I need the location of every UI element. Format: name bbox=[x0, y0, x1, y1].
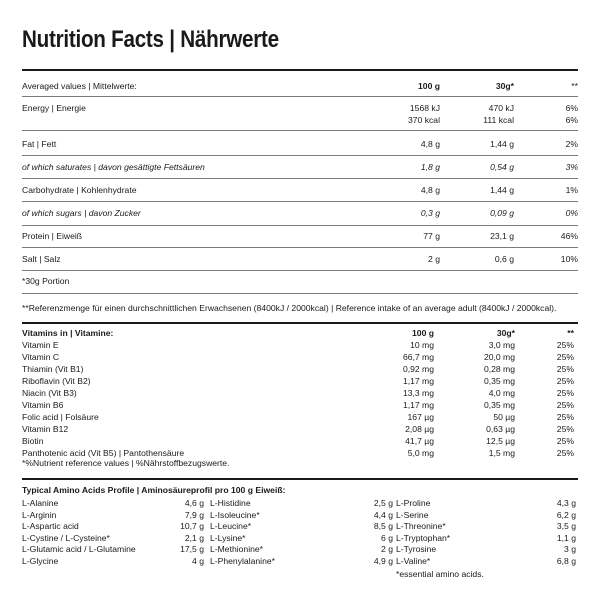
amino-acid-qty: 2 g bbox=[381, 544, 393, 554]
amino-acid-name: L-Glycine bbox=[22, 555, 59, 566]
nutrient-per100: 4,8 g bbox=[420, 185, 440, 195]
vitamins-note-text: *%Nutrient reference values | %Nährstoffbezugswerte. bbox=[22, 458, 230, 468]
amino-acid-name: L-Phenylalanine* bbox=[210, 555, 275, 566]
vitamin-label: Thiamin (Vit B1) bbox=[22, 364, 84, 374]
divider bbox=[22, 270, 578, 271]
vitamin-label: Biotin bbox=[22, 436, 44, 446]
amino-acid-row bbox=[210, 533, 393, 545]
page-title: Nutrition Facts | Nährwerte bbox=[22, 26, 279, 53]
amino-acid-row bbox=[210, 544, 393, 556]
vitamin-row bbox=[22, 400, 574, 412]
amino-acid-qty: 6,8 g bbox=[556, 555, 576, 566]
vitamins-note bbox=[22, 458, 574, 470]
vitamin-portion: 0,28 mg bbox=[483, 364, 515, 374]
vitamin-per100: 13,3 mg bbox=[402, 388, 434, 398]
vitamin-label: Folic acid | Folsäure bbox=[22, 412, 99, 422]
vitamin-per100: 1,17 mg bbox=[402, 400, 434, 410]
vitamin-row bbox=[22, 340, 574, 352]
amino-acid-qty: 8,5 g bbox=[373, 521, 393, 531]
nutrient-per100: 0,3 g bbox=[420, 208, 440, 218]
nutrition-header-label: Averaged values | Mittelwerte: bbox=[22, 81, 137, 91]
amino-acid-qty: 3,5 g bbox=[556, 521, 576, 531]
vitamin-label: Vitamin C bbox=[22, 352, 60, 362]
vitamin-ri: 25% bbox=[556, 388, 574, 398]
nutrient-ri: 0% bbox=[565, 208, 578, 218]
vitamin-label: Vitamin B6 bbox=[22, 400, 64, 410]
nutrient-portion: 0,09 g bbox=[490, 208, 514, 218]
vitamin-label: Panthotenic acid (Vit B5) | Pantothensäure bbox=[22, 448, 185, 458]
amino-acid-name: L-Methionine* bbox=[210, 544, 264, 554]
divider bbox=[22, 155, 578, 156]
vitamin-ri: 25% bbox=[556, 412, 574, 422]
vitamin-portion: 20,0 mg bbox=[483, 352, 515, 362]
nutrient-label: Fat | Fett bbox=[22, 139, 57, 149]
vitamin-row bbox=[22, 376, 574, 388]
vitamin-ri: 25% bbox=[556, 400, 574, 410]
amino-acid-row bbox=[210, 521, 393, 533]
amino-acid-row bbox=[22, 521, 204, 533]
amino-acid-qty: 2,1 g bbox=[184, 532, 204, 543]
vitamin-portion: 0,63 µg bbox=[486, 424, 515, 434]
amino-acid-qty: 17,5 g bbox=[180, 544, 204, 554]
vitamin-ri: 25% bbox=[556, 424, 574, 434]
amino-acid-name: L-Tryptophan* bbox=[396, 532, 451, 543]
amino-acid-name: L-Serine bbox=[396, 509, 429, 520]
amino-acid-qty: 4,3 g bbox=[556, 498, 576, 508]
vitamins-top-rule bbox=[22, 322, 578, 324]
amino-acid-row bbox=[210, 510, 393, 522]
nutrient-per100: 370 kcal bbox=[407, 115, 440, 125]
vitamin-row bbox=[22, 412, 574, 424]
amino-acid-qty: 4,6 g bbox=[184, 498, 204, 508]
amino-acid-qty: 1,1 g bbox=[556, 532, 576, 543]
amino-acid-row bbox=[396, 510, 576, 522]
nutrient-ri: 2% bbox=[565, 139, 578, 149]
nutrient-per100: 1,8 g bbox=[420, 162, 440, 172]
nutrient-ri: 6% bbox=[565, 103, 578, 113]
amino-acid-name: L-Threonine* bbox=[396, 521, 446, 531]
nutrient-per100: 77 g bbox=[423, 231, 440, 241]
amino-acid-row bbox=[396, 544, 576, 556]
amino-note bbox=[396, 569, 576, 581]
vitamin-ri: 25% bbox=[556, 340, 574, 350]
amino-acid-row bbox=[210, 498, 393, 510]
divider bbox=[22, 225, 578, 226]
vitamins-header-row bbox=[22, 328, 574, 340]
vitamin-portion: 4,0 mg bbox=[488, 388, 515, 398]
amino-acid-row bbox=[22, 556, 204, 568]
vitamin-portion: 50 µg bbox=[493, 412, 515, 422]
vitamin-per100: 0,92 mg bbox=[402, 364, 434, 374]
reference-note-text: **Referenzmenge für einen durchschnittlichen Erwachsenen (8400kJ / 2000kcal) | Reference intake of an average adult (8400kJ / 2000kcal). bbox=[22, 303, 557, 313]
nutrient-ri: 3% bbox=[565, 162, 578, 172]
amino-acid-qty: 4 g bbox=[192, 555, 204, 566]
divider bbox=[22, 201, 578, 202]
vitamins-header-ri: ** bbox=[567, 328, 574, 338]
amino-acid-row bbox=[396, 533, 576, 545]
nutrient-ri: 10% bbox=[560, 254, 578, 264]
nutrient-label: Protein | Eiweiß bbox=[22, 231, 83, 241]
vitamin-per100: 1,17 mg bbox=[402, 376, 434, 386]
nutrient-portion: 23,1 g bbox=[490, 231, 514, 241]
nutrient-ri: 1% bbox=[565, 185, 578, 195]
amino-acid-name: L-Arginin bbox=[22, 509, 57, 520]
amino-acid-qty: 7,9 g bbox=[184, 509, 204, 520]
vitamin-row bbox=[22, 352, 574, 364]
nutrient-portion: 1,44 g bbox=[490, 185, 514, 195]
amino-acid-row bbox=[396, 521, 576, 533]
vitamin-ri: 25% bbox=[556, 352, 574, 362]
nutrient-portion: 0,54 g bbox=[490, 162, 514, 172]
amino-acid-row bbox=[396, 556, 576, 568]
vitamin-ri: 25% bbox=[556, 436, 574, 446]
nutrient-portion: 111 kcal bbox=[483, 115, 514, 125]
vitamin-label: Vitamin E bbox=[22, 340, 59, 350]
divider bbox=[22, 96, 578, 97]
vitamin-per100: 10 mg bbox=[410, 340, 434, 350]
amino-acid-row bbox=[22, 498, 204, 510]
vitamin-label: Niacin (Vit B3) bbox=[22, 388, 77, 398]
amino-acid-row bbox=[210, 556, 393, 568]
nutrient-portion: 0,6 g bbox=[494, 254, 514, 264]
nutrient-per100: 1568 kJ bbox=[409, 103, 440, 113]
vitamins-header-per100: 100 g bbox=[412, 328, 434, 338]
nutrient-per100: 4,8 g bbox=[420, 139, 440, 149]
vitamin-per100: 41,7 µg bbox=[405, 436, 434, 446]
amino-title-text: Typical Amino Acids Profile | Aminosäureprofil pro 100 g Eiweiß: bbox=[22, 485, 286, 495]
amino-acid-name: L-Aspartic acid bbox=[22, 521, 79, 531]
vitamin-per100: 167 µg bbox=[407, 412, 434, 422]
amino-acid-row bbox=[22, 533, 204, 545]
nutrient-label: of which sugars | davon Zucker bbox=[22, 208, 141, 218]
nutrient-label: Salt | Salz bbox=[22, 254, 61, 264]
amino-acid-name: L-Isoleucine* bbox=[210, 509, 260, 520]
amino-note-text: *essential amino acids. bbox=[396, 569, 484, 579]
vitamins-header-portion: 30g* bbox=[496, 328, 515, 338]
nutrient-per100: 2 g bbox=[428, 254, 440, 264]
amino-acid-name: L-Histidine bbox=[210, 498, 251, 508]
amino-acid-qty: 3 g bbox=[564, 544, 576, 554]
nutrient-portion: 1,44 g bbox=[490, 139, 514, 149]
amino-acid-row bbox=[22, 510, 204, 522]
top-rule bbox=[22, 69, 578, 71]
vitamin-row bbox=[22, 424, 574, 436]
portion-note-text: *30g Portion bbox=[22, 276, 70, 286]
amino-top-rule bbox=[22, 478, 578, 480]
vitamin-ri: 25% bbox=[556, 364, 574, 374]
amino-acid-qty: 2,5 g bbox=[373, 498, 393, 508]
amino-acid-qty: 6,2 g bbox=[556, 509, 576, 520]
vitamin-portion: 0,35 mg bbox=[483, 400, 515, 410]
vitamin-row bbox=[22, 436, 574, 448]
amino-acid-qty: 10,7 g bbox=[180, 521, 204, 531]
vitamins-header-label: Vitamins in | Vitamine: bbox=[22, 328, 114, 338]
amino-acid-row bbox=[396, 498, 576, 510]
vitamin-portion: 1,5 mg bbox=[488, 448, 515, 458]
amino-acid-qty: 4,9 g bbox=[373, 555, 393, 566]
nutrient-label: Energy | Energie bbox=[22, 103, 86, 113]
amino-acid-name: L-Leucine* bbox=[210, 521, 252, 531]
nutrition-header-portion: 30g* bbox=[495, 81, 514, 91]
nutrient-ri: 6% bbox=[565, 115, 578, 125]
nutrition-header-ri: ** bbox=[571, 81, 578, 91]
vitamin-portion: 3,0 mg bbox=[488, 340, 515, 350]
amino-acid-name: L-Valine* bbox=[396, 555, 431, 566]
nutrient-label: of which saturates | davon gesättigte Fettsäuren bbox=[22, 162, 205, 172]
amino-acid-name: L-Tyrosine bbox=[396, 544, 437, 554]
nutrient-label: Carbohydrate | Kohlenhydrate bbox=[22, 185, 137, 195]
vitamin-per100: 2,08 µg bbox=[405, 424, 434, 434]
nutrient-portion: 470 kJ bbox=[488, 103, 514, 113]
divider bbox=[22, 293, 578, 294]
divider bbox=[22, 130, 578, 131]
nutrient-ri: 46% bbox=[560, 231, 578, 241]
amino-acid-name: L-Proline bbox=[396, 498, 431, 508]
nutrition-header-per100: 100 g bbox=[418, 81, 440, 91]
amino-acid-name: L-Glutamic acid / L-Glutamine bbox=[22, 544, 136, 554]
amino-acid-qty: 6 g bbox=[381, 532, 393, 543]
amino-acid-name: L-Lysine* bbox=[210, 532, 246, 543]
amino-acid-row bbox=[22, 544, 204, 556]
vitamin-row bbox=[22, 388, 574, 400]
vitamin-portion: 12,5 µg bbox=[486, 436, 515, 446]
vitamin-per100: 66,7 mg bbox=[402, 352, 434, 362]
amino-acid-qty: 4,4 g bbox=[373, 509, 393, 520]
divider bbox=[22, 247, 578, 248]
vitamin-ri: 25% bbox=[556, 448, 574, 458]
vitamin-portion: 0,35 mg bbox=[483, 376, 515, 386]
vitamin-per100: 5,0 mg bbox=[407, 448, 434, 458]
vitamin-label: Riboflavin (Vit B2) bbox=[22, 376, 91, 386]
amino-acid-name: L-Cystine / L-Cysteine* bbox=[22, 532, 110, 543]
divider bbox=[22, 178, 578, 179]
vitamin-ri: 25% bbox=[556, 376, 574, 386]
amino-acid-name: L-Alanine bbox=[22, 498, 59, 508]
vitamin-row bbox=[22, 364, 574, 376]
amino-title bbox=[22, 485, 574, 497]
vitamin-label: Vitamin B12 bbox=[22, 424, 69, 434]
